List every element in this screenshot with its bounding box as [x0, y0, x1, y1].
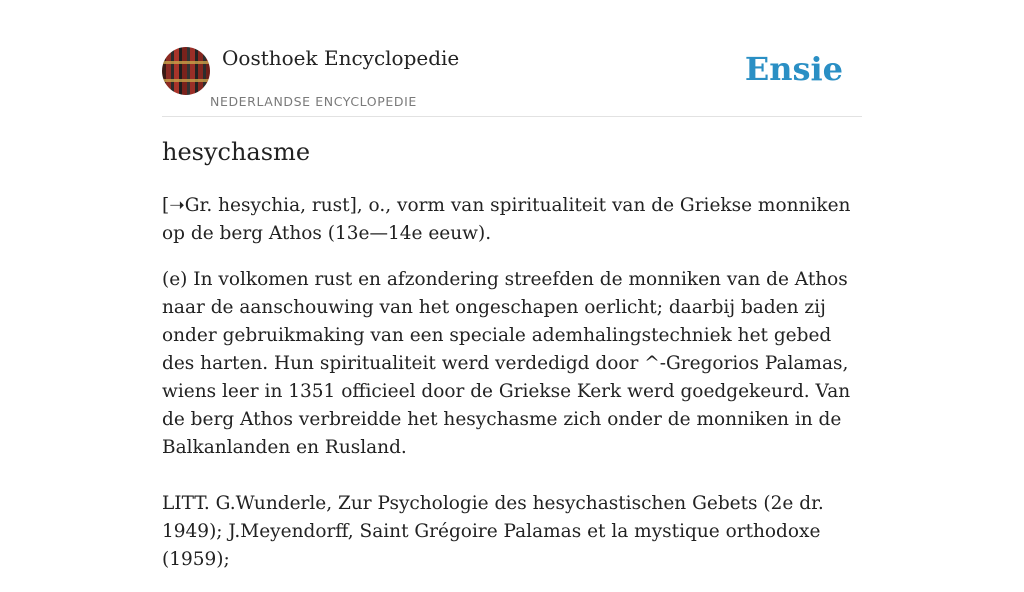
encyclopedia-books-icon[interactable] [162, 47, 210, 95]
site-title[interactable]: Oosthoek Encyclopedie [222, 46, 460, 70]
etymology-paragraph [162, 192, 862, 248]
ensie-logo-link[interactable]: Ensie [744, 50, 843, 88]
description-paragraph: (e) In volkomen rust en afzondering streefden de monniken van de Athos naar de aanschouwing van het ongeschapen oerlicht; daarbij baden zij onder gebruikmaking van een speciale ademhalingstechniek het gebed des harten. Hun spiritualiteit werd verdedigd door ^-Gregorios Palamas, wiens leer in 1351 officieel door de Griekse Kerk werd goedgekeurd. Van de berg Athos verbreidde het hesychasme zich onder de monniken in de Balkanlanden en Rusland. [162, 269, 851, 458]
arrow-icon: ➝ [169, 195, 185, 216]
entry-title: hesychasme [162, 138, 311, 166]
site-header [162, 44, 862, 117]
site-subtitle: NEDERLANDSE ENCYCLOPEDIE [210, 94, 417, 109]
bracket-open: [ [162, 195, 170, 216]
etymology-text: Gr. hesychia, rust], o., vorm van spiritualiteit van de Griekse monniken op de berg Athos (13e—14e eeuw). [162, 195, 851, 244]
entry-content [162, 192, 862, 592]
literature-paragraph: LITT. G.Wunderle, Zur Psychologie des hesychastischen Gebets (2e dr. 1949); J.Meyendorff, Saint Grégoire Palamas et la mystique orthodoxe (1959); [162, 493, 824, 570]
